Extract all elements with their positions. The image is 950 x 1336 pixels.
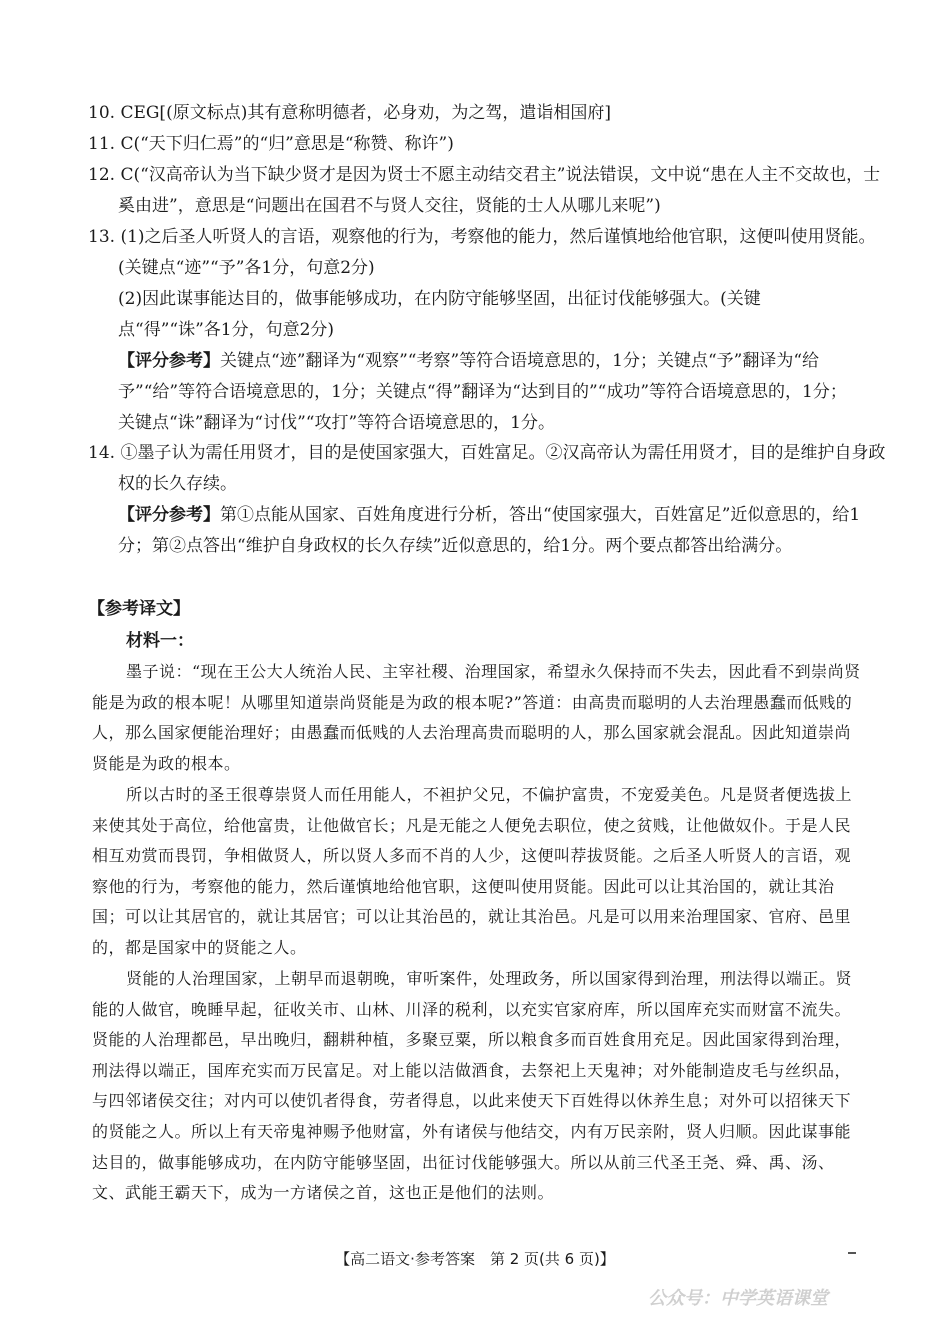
footer-mark [848,1252,856,1254]
answer-10: 10. CEG[(原文标点)其有意称明德者，必身劝，为之驾，遣诣相国府] [88,103,611,123]
material-one-title: 材料一： [126,631,194,651]
answer-13-part2: (2)因此谋事能达目的，做事能够成功，在内防守能够坚固，出征讨伐能够强大。(关键点“得”“诛”各1分，句意2分) [118,289,761,340]
answer-13-part1: 13. (1)之后圣人听贤人的言语，观察他的行为，考察他的能力，然后谨慎地给他官职，这便叫使用贤能。(关键点“迹”“予”各1分，句意2分) [88,227,876,278]
scoring-text: 关键点“迹”翻译为“观察”“考察”等符合语境意思的，1分；关键点“予”翻译为“给予”“给”等符合语境意思的，1分；关键点“得”翻译为“达到目的”“成功”等符合语境意思的，1分；关键点“诛”翻译为“讨伐”“攻打”等符合语境意思的，1分。 [118,351,847,433]
watermark: 公众号：中学英语课堂 [648,1288,828,1309]
page-footer: 【高二语文·参考答案 第 2 页(共 6 页)】 [335,1250,615,1268]
translation-heading: 【参考译文】 [88,599,190,619]
answer-11: 11. C(“天下归仁焉”的“归”意思是“称赞、称许”) [88,134,454,154]
scoring-text: 第①点能从国家、百姓角度进行分析，答出“使国家强大，百姓富足”近似意思的，给1分；第②点答出“维护自身政权的长久存续”近似意思的，给1分。两个要点都答出给满分。 [118,505,861,556]
translation-paragraph-2: 所以古时的圣王很尊崇贤人而任用能人，不袒护父兄，不偏护富贵，不宠爱美色。凡是贤者便选拔上来使其处于高位，给他富贵，让他做官长；凡是无能之人便免去职位，使之贫贱，让他做奴仆。于是人民相互劝赏而畏罚，争相做贤人，所以贤人多而不肖的人少，这便叫荐拔贤能。之后圣人听贤人的言语，观察他的行为，考察他的能力，然后谨慎地给他官职，这便叫使用贤能。因此可以让其治国的，就让其治国；可以让其居官的，就让其居官；可以让其治邑的，就让其治邑。凡是可以用来治理国家、官府、邑里的，都是国家中的贤能之人。 [92,785,853,957]
answer-13-scoring [118,346,863,439]
scoring-label: 【评分参考】 [118,505,220,525]
answer-14: 14. ①墨子认为需任用贤才，目的是使国家强大，百姓富足。②汉高帝认为需任用贤才，目的是维护自身政权的长久存续。 [88,443,886,494]
translation-paragraph-1: 墨子说：“现在王公大人统治人民、主宰社稷、治理国家，希望永久保持而不失去，因此看不到崇尚贤能是为政的根本呢！从哪里知道崇尚贤能是为政的根本呢?”答道：由高贵而聪明的人去治理愚蠢而低贱的人，那么国家便能治理好；由愚蠢而低贱的人去治理高贵而聪明的人，那么国家就会混乱。因此知道崇尚贤能是为政的根本。 [92,662,861,773]
answer-14-scoring [118,500,863,562]
scoring-label: 【评分参考】 [118,351,220,371]
translation-paragraph-3: 贤能的人治理国家，上朝早而退朝晚，审听案件，处理政务，所以国家得到治理，刑法得以端正。贤能的人做官，晚睡早起，征收关市、山林、川泽的税利，以充实官家府库，所以国库充实而财富不流失。贤能的人治理都邑，早出晚归，翻耕种植，多聚豆粟，所以粮食多而百姓食用充足。因此国家得到治理，刑法得以端正，国库充实而万民富足。对上能以洁做酒食，去祭祀上天鬼神；对外能制造皮毛与丝织品，与四邻诸侯交往；对内可以使饥者得食，劳者得息，以此来使天下百姓得以休养生息；对外可以招徕天下的贤能之人。所以上有天帝鬼神赐予他财富，外有诸侯与他结交，内有万民亲附，贤人归顺。因此谋事能达目的，做事能够成功，在内防守能够坚固，出征讨伐能够强大。所以从前三代圣王尧、舜、禹、汤、文、武能王霸天下，成为一方诸侯之首，这也正是他们的法则。 [92,969,853,1203]
answer-12: 12. C(“汉高帝认为当下缺少贤才是因为贤士不愿主动结交君主”说法错误，文中说“患在人主不交故也，士奚由进”，意思是“问题出在国君不与贤人交往，贤能的士人从哪儿来呢”) [88,165,881,216]
